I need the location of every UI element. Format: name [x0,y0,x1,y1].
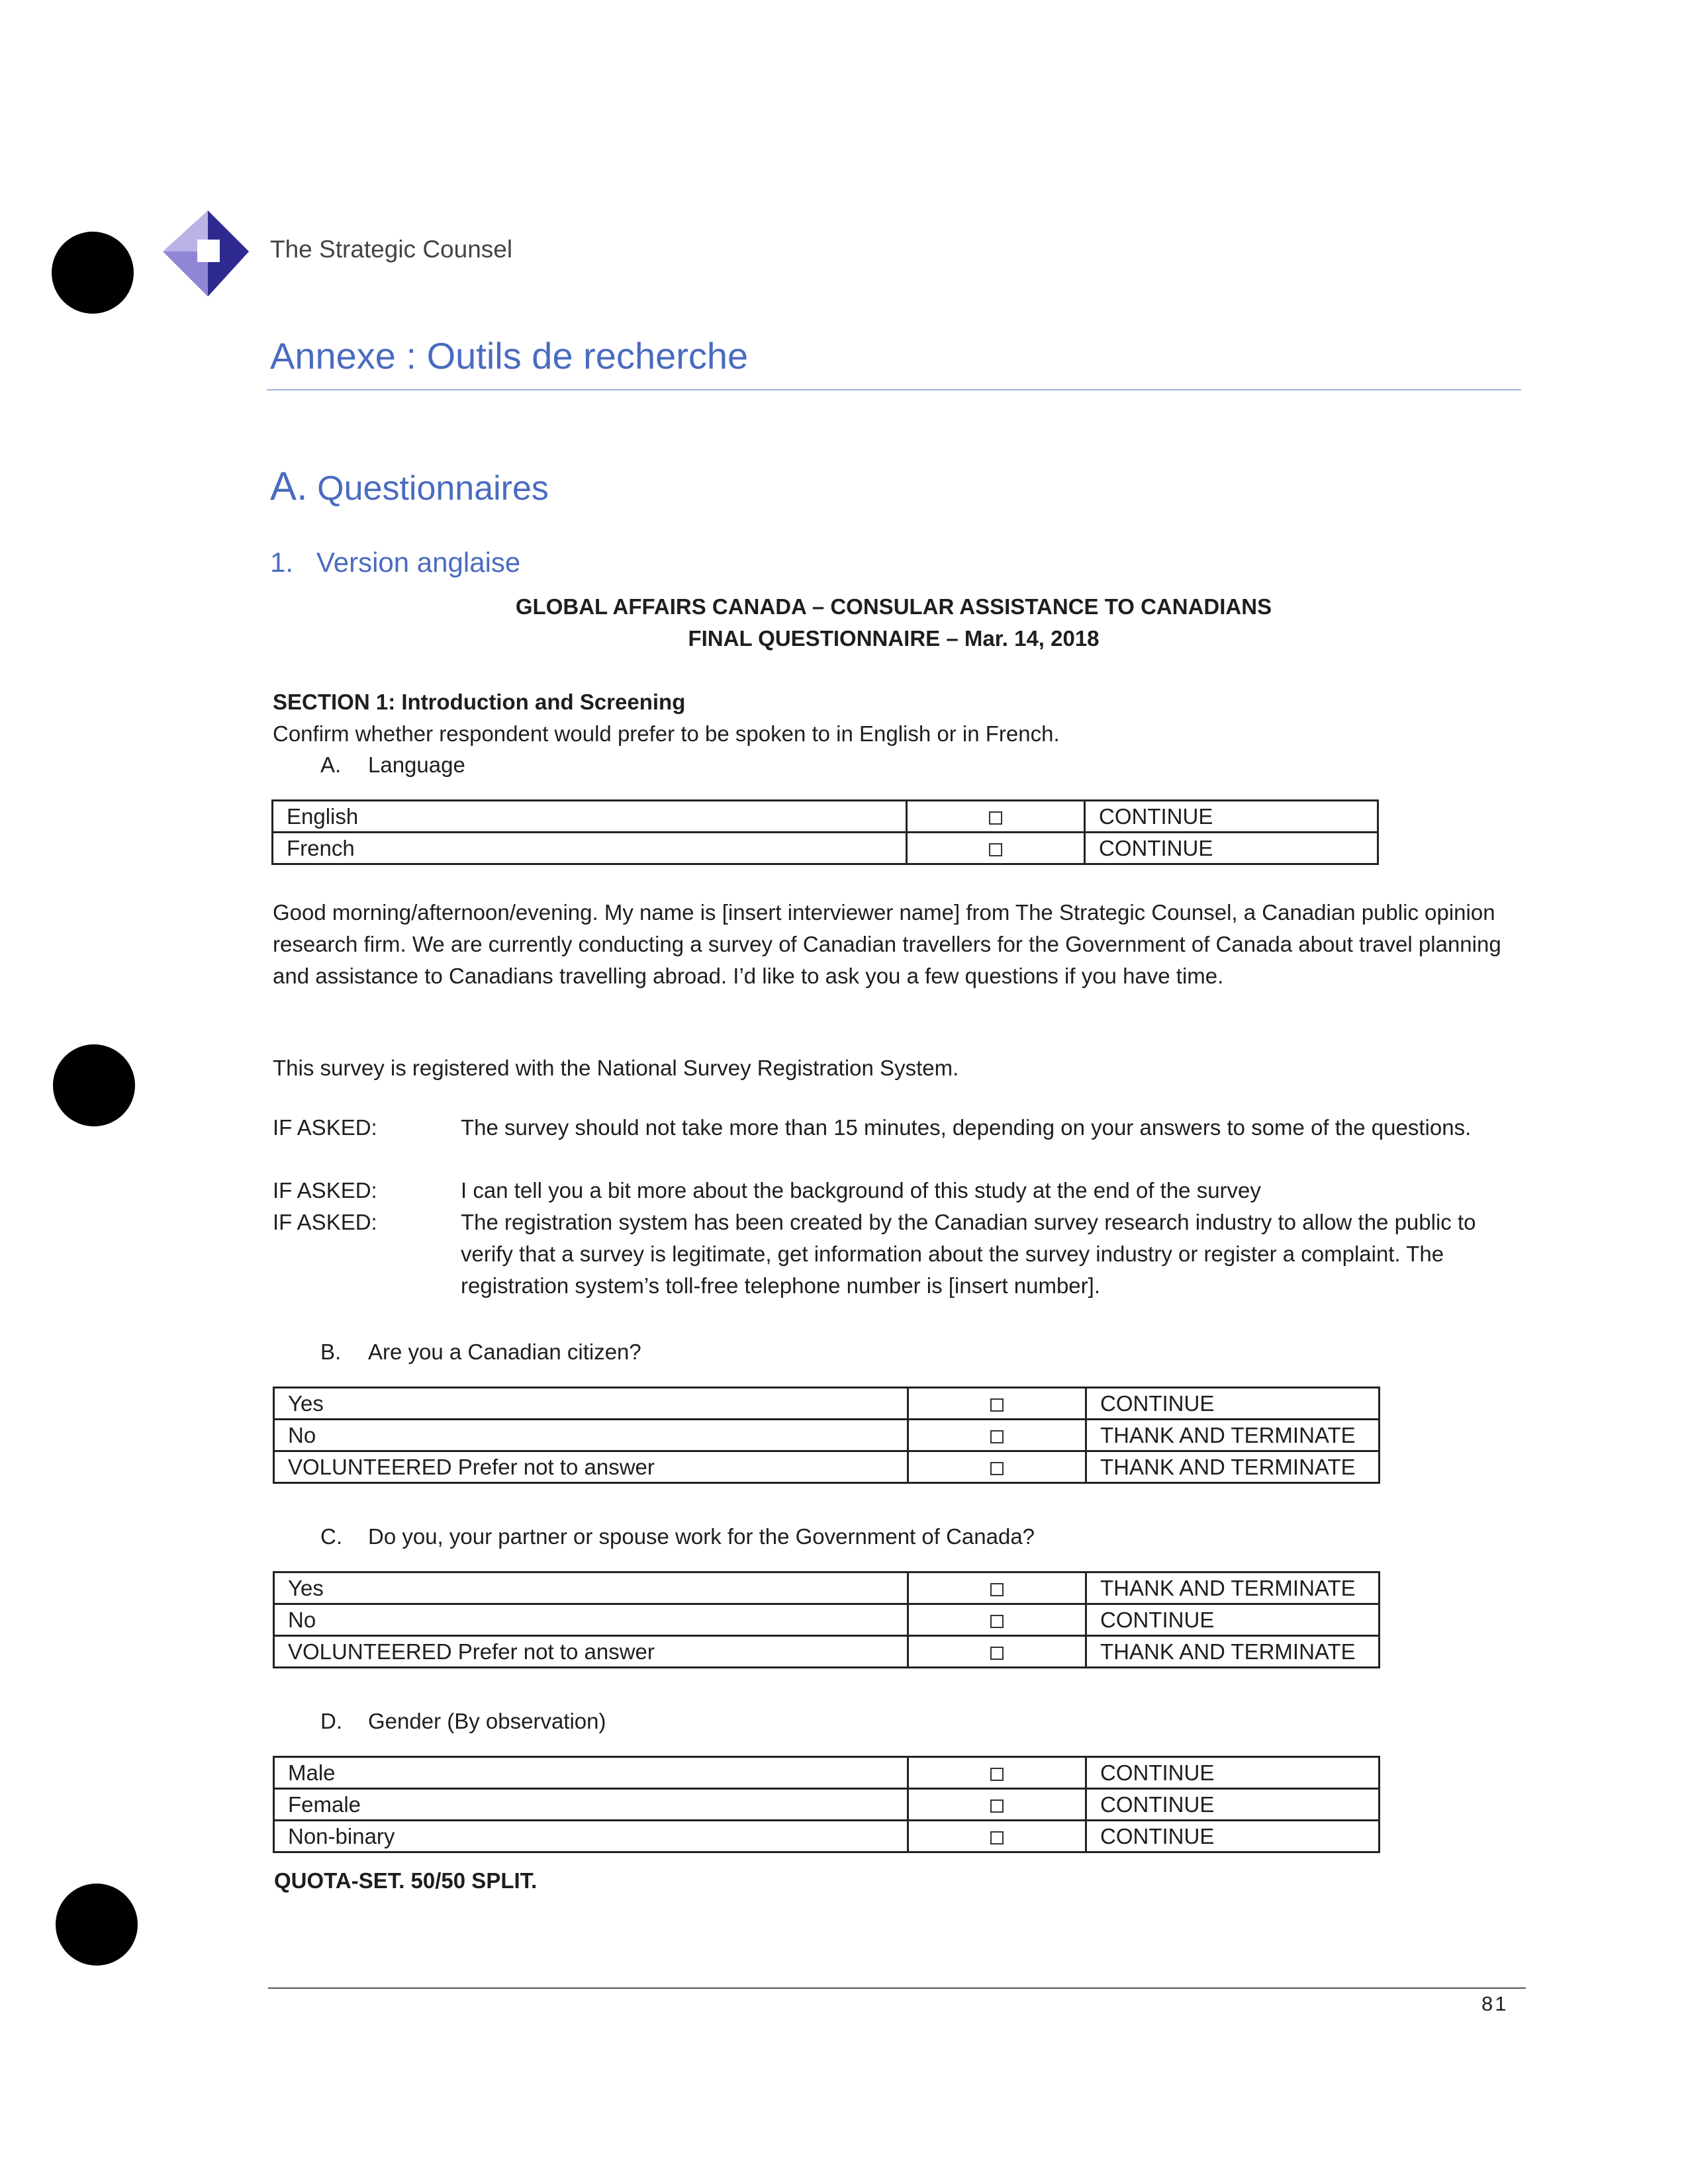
option-action: THANK AND TERMINATE [1086,1451,1380,1483]
footer-divider [268,1987,1526,1989]
option-action: CONTINUE [1085,833,1378,864]
question-b-label: B. [320,1340,342,1364]
option-checkbox[interactable] [908,1572,1086,1604]
checkbox-icon [990,1398,1004,1412]
option-action: CONTINUE [1086,1388,1380,1420]
question-b-options [273,1387,1380,1484]
option-checkbox[interactable] [908,1420,1086,1451]
option-label: Yes [274,1388,908,1420]
table-row [273,801,1378,833]
option-action: THANK AND TERMINATE [1086,1420,1380,1451]
if-asked-text: I can tell you a bit more about the background of this study at the end of the survey [461,1178,1261,1203]
option-action: CONTINUE [1085,801,1378,833]
checkbox-icon [990,1583,1004,1596]
option-checkbox[interactable] [907,833,1085,864]
strategic-counsel-logo [163,210,249,296]
table-row [274,1789,1380,1821]
registration-notice: This survey is registered with the National Survey Registration System. [273,1056,959,1080]
annexe-title: Annexe : Outils de recherche [270,335,749,377]
doc-title-line2: FINAL QUESTIONNAIRE – Mar. 14, 2018 [688,626,1100,651]
logo-text: The Strategic Counsel [270,236,513,263]
checkbox-icon [990,1462,1004,1475]
section-a-letter: A. [270,464,308,508]
binder-hole [56,1884,138,1966]
option-action: CONTINUE [1086,1789,1380,1821]
question-c-text: Do you, your partner or spouse work for the Government of Canada? [368,1524,1035,1549]
section-a-heading [270,463,549,509]
if-asked-label: IF ASKED: [273,1115,377,1140]
question-a-text: Language [368,752,465,777]
if-asked-label: IF ASKED: [273,1210,377,1234]
option-label: English [273,801,907,833]
question-c-options [273,1571,1380,1668]
checkbox-icon [989,811,1002,825]
option-label: VOLUNTEERED Prefer not to answer [274,1451,908,1483]
question-d-label: D. [320,1709,342,1733]
option-action: CONTINUE [1086,1757,1380,1789]
table-row [274,1388,1380,1420]
option-checkbox[interactable] [908,1789,1086,1821]
question-d-text: Gender (By observation) [368,1709,606,1733]
option-action: THANK AND TERMINATE [1086,1572,1380,1604]
if-asked-text: The registration system has been created by the Canadian survey research industry to allow the public to verify that a survey is legitimate, get information about the survey industry or register a complaint. The registration system’s toll-free telephone number is [insert number]. [461,1210,1476,1298]
if-asked-label: IF ASKED: [273,1178,377,1203]
section1-instruction: Confirm whether respondent would prefer to be spoken to in English or in French. [273,721,1060,746]
option-checkbox[interactable] [908,1821,1086,1852]
table-row [274,1757,1380,1789]
option-label: No [274,1420,908,1451]
binder-hole [52,232,134,314]
option-label: VOLUNTEERED Prefer not to answer [274,1636,908,1668]
option-checkbox[interactable] [908,1388,1086,1420]
version-number: 1. [270,547,294,578]
option-label: Non-binary [274,1821,908,1852]
title-divider [267,389,1521,390]
option-checkbox[interactable] [908,1757,1086,1789]
option-label: Female [274,1789,908,1821]
if-asked-text: The survey should not take more than 15 minutes, depending on your answers to some of the questions. [461,1115,1472,1140]
page-number: 81 [1481,1992,1509,2015]
option-action: THANK AND TERMINATE [1086,1636,1380,1668]
table-row [274,1636,1380,1668]
question-b-text: Are you a Canadian citizen? [368,1340,641,1364]
checkbox-icon [990,1615,1004,1628]
table-row [274,1451,1380,1483]
checkbox-icon [990,1768,1004,1781]
checkbox-icon [990,1647,1004,1660]
option-checkbox[interactable] [907,801,1085,833]
option-checkbox[interactable] [908,1451,1086,1483]
question-c-label: C. [320,1524,342,1549]
table-row [274,1821,1380,1852]
section1-heading: SECTION 1: Introduction and Screening [273,690,686,714]
quota-note: QUOTA-SET. 50/50 SPLIT. [274,1868,538,1893]
option-checkbox[interactable] [908,1604,1086,1636]
intro-paragraph: Good morning/afternoon/evening. My name is [insert interviewer name] from The Strategic Counsel, a Canadian public opinion research firm. We are currently conducting a survey of Canadian travellers for the Government of Canada about travel planning and assistance to Canadians travelling abroad. I’d like to ask you a few questions if you have time. [273,900,1501,988]
option-label: Yes [274,1572,908,1604]
option-action: CONTINUE [1086,1821,1380,1852]
option-label: Male [274,1757,908,1789]
option-action: CONTINUE [1086,1604,1380,1636]
checkbox-icon [990,1430,1004,1443]
option-checkbox[interactable] [908,1636,1086,1668]
section-a-label: Questionnaires [317,469,549,508]
option-label: No [274,1604,908,1636]
option-label: French [273,833,907,864]
checkbox-icon [989,843,1002,856]
table-row [274,1604,1380,1636]
table-row [274,1572,1380,1604]
binder-hole [53,1044,135,1126]
question-d-options [273,1756,1380,1853]
question-a-label: A. [320,752,342,777]
checkbox-icon [990,1799,1004,1813]
version-label: Version anglaise [316,547,521,578]
checkbox-icon [990,1831,1004,1844]
table-row [274,1420,1380,1451]
doc-title-line1: GLOBAL AFFAIRS CANADA – CONSULAR ASSISTANCE TO CANADIANS [515,594,1272,619]
question-a-options [271,799,1379,865]
version-heading [270,547,520,578]
table-row [273,833,1378,864]
